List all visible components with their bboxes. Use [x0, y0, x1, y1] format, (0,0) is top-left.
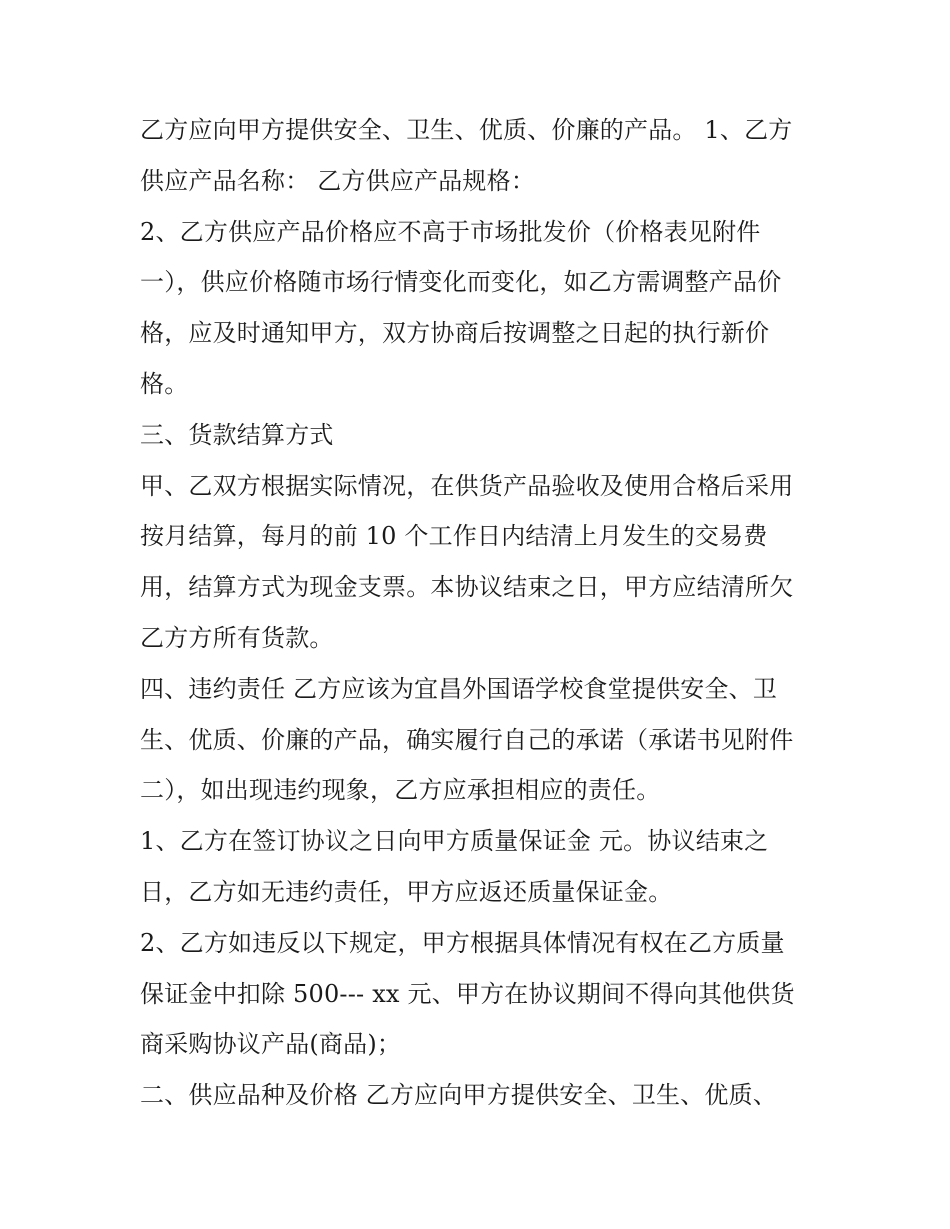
text-line: 保证金中扣除 500--- xx 元、甲方在协议期间不得向其他供货	[140, 979, 795, 1008]
text-line: 一），供应价格随市场行情变化而变化，如乙方需调整产品价	[140, 268, 782, 297]
text-line: 2、乙方供应产品价格应不高于市场批发价（价格表见附件	[140, 217, 761, 246]
text-line: 1、乙方在签订协议之日向甲方质量保证金 元。协议结束之	[140, 827, 769, 856]
text-line: 甲、乙双方根据实际情况，在供货产品验收及使用合格后采用	[140, 471, 794, 500]
text-line: 按月结算，每月的前 10 个工作日内结清上月发生的交易费	[140, 522, 768, 551]
text-line: 日，乙方如无违约责任，甲方应返还质量保证金。	[140, 877, 673, 906]
text-line: 2、乙方如违反以下规定，甲方根据具体情况有权在乙方质量	[140, 928, 785, 957]
section-heading: 四、违约责任 乙方应该为宜昌外国语学校食堂提供安全、卫	[140, 674, 778, 703]
text-line: 供应产品名称： 乙方供应产品规格：	[140, 166, 536, 195]
text-line: 乙方应向甲方提供安全、卫生、优质、价廉的产品。 1、乙方	[140, 116, 793, 144]
document-page	[140, 105, 830, 1121]
text-line: 用，结算方式为现金支票。本协议结束之日，甲方应结清所欠	[140, 573, 794, 602]
section-heading: 二、供应品种及价格 乙方应向甲方提供安全、卫生、优质、	[140, 1081, 778, 1110]
section-heading: 三、货款结算方式	[140, 420, 334, 449]
text-line: 二），如出现违约现象，乙方应承担相应的责任。	[140, 776, 661, 805]
text-line: 生、优质、价廉的产品，确实履行自己的承诺（承诺书见附件	[140, 725, 794, 754]
text-line: 格。	[140, 369, 189, 398]
text-line: 格，应及时通知甲方，双方协商后按调整之日起的执行新价	[140, 319, 770, 348]
text-line: 乙方方所有货款。	[140, 623, 334, 652]
text-line: 商采购协议产品(商品)；	[140, 1030, 402, 1059]
